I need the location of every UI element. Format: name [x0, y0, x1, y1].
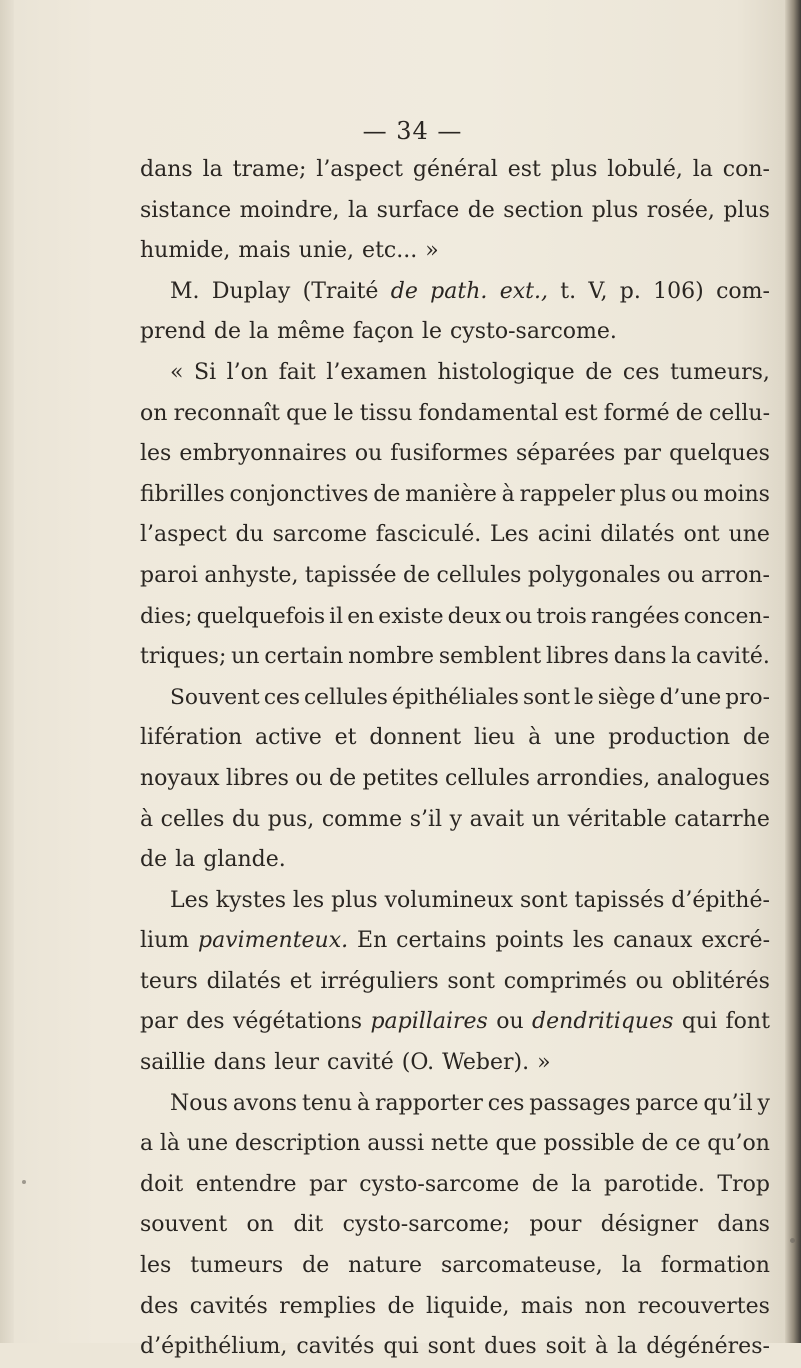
word: général	[412, 157, 498, 182]
word: »	[537, 1050, 551, 1076]
word: plus	[591, 197, 639, 223]
word: lieu	[473, 725, 516, 751]
word: liquide,	[426, 1293, 510, 1319]
word: un	[231, 644, 260, 670]
word: soit	[545, 1334, 587, 1360]
word: cysto-sarcome.	[449, 319, 617, 345]
word: la	[571, 1171, 592, 1197]
word: rangées	[590, 603, 680, 629]
word: description	[234, 1131, 361, 1157]
word: d’épithé-	[671, 887, 770, 913]
word: ou	[354, 441, 383, 467]
word: Souvent	[170, 684, 260, 710]
word: unie,	[298, 238, 355, 264]
word: mais	[520, 1293, 574, 1319]
word: de	[387, 1293, 415, 1319]
word: du	[231, 806, 261, 832]
word: de	[329, 765, 357, 791]
word: qui	[681, 1009, 718, 1035]
word: séparées	[515, 441, 616, 467]
word: paroi	[140, 562, 198, 588]
word: végétations	[232, 1009, 363, 1035]
word: les	[572, 928, 605, 954]
word: un	[531, 806, 561, 832]
word: cellules	[304, 684, 388, 710]
text-line	[140, 678, 770, 719]
word: comprimés	[503, 968, 627, 994]
word: non	[584, 1293, 627, 1319]
word: ou	[635, 968, 664, 994]
text-line	[140, 272, 770, 313]
word: triques;	[140, 644, 227, 670]
word: dégénéres-	[646, 1334, 770, 1360]
word: le	[421, 319, 442, 345]
word: à	[140, 806, 154, 832]
word: anhyste,	[204, 562, 299, 588]
text-line	[140, 434, 770, 475]
word: sont	[519, 887, 568, 913]
word: Duplay	[211, 278, 291, 304]
word: on	[246, 1212, 274, 1238]
word: reconnaît	[173, 400, 280, 426]
word: Nous	[170, 1090, 228, 1116]
word: des	[140, 1293, 179, 1319]
italic-word: pavimenteux.	[197, 928, 349, 954]
text-line	[140, 881, 770, 922]
word: entendre	[195, 1171, 297, 1197]
word: oblitérés	[671, 968, 770, 994]
text-line	[140, 1205, 770, 1246]
word: p.	[619, 278, 641, 304]
word: la	[348, 197, 369, 223]
word: dues	[484, 1334, 537, 1360]
word: active	[255, 725, 322, 751]
text-line	[140, 1002, 770, 1043]
word: polygonales	[527, 562, 661, 588]
word: cysto-sarcome	[359, 1171, 520, 1197]
word: mais	[238, 238, 291, 264]
text-line	[140, 231, 770, 272]
word: avons	[232, 1090, 298, 1116]
word: Les	[490, 522, 529, 548]
word: moindre,	[239, 197, 340, 223]
word: et	[289, 968, 312, 994]
word: siège	[597, 684, 656, 710]
word: volumineux	[384, 887, 514, 913]
word: moins	[703, 481, 770, 507]
word: dans	[213, 1050, 267, 1076]
word: comme	[321, 806, 403, 832]
word: fasciculé.	[375, 522, 482, 548]
word: que	[286, 400, 328, 426]
word: ou	[496, 1009, 524, 1035]
word: 106)	[653, 278, 704, 304]
word: l’aspect	[140, 522, 227, 548]
word: ces	[622, 359, 660, 385]
word: arron-	[700, 562, 770, 588]
text-line	[140, 800, 770, 841]
word: (O.	[401, 1050, 435, 1076]
word: il	[329, 603, 344, 629]
word: plus	[550, 157, 598, 182]
word: d’épithélium,	[140, 1334, 288, 1360]
text-line	[140, 962, 770, 1003]
word: lobulé,	[607, 157, 683, 182]
word: V,	[588, 278, 608, 304]
word: donnent	[369, 725, 462, 751]
word: de	[467, 197, 495, 223]
word: de	[742, 725, 770, 751]
word: tumeurs,	[670, 359, 770, 385]
word: est	[564, 400, 598, 426]
word: une	[186, 1131, 229, 1157]
italic-word: papillaires	[370, 1009, 488, 1035]
word: une	[728, 522, 770, 548]
word: par	[309, 1171, 347, 1197]
text-line	[140, 1084, 770, 1125]
word: passages	[529, 1090, 631, 1116]
word: y	[449, 806, 463, 832]
text-line	[140, 1043, 770, 1084]
word: de	[213, 319, 241, 345]
word: y	[757, 1090, 770, 1116]
word: ont	[683, 522, 720, 548]
word: Les	[170, 887, 209, 913]
word: de	[531, 1171, 559, 1197]
word: de	[140, 847, 168, 873]
text-line	[140, 394, 770, 435]
word: noyaux	[140, 765, 220, 791]
word: à	[595, 1334, 609, 1360]
word: surface	[376, 197, 460, 223]
text-line	[140, 718, 770, 759]
word: pro-	[725, 684, 770, 710]
word: M.	[170, 278, 200, 304]
word: les	[140, 1253, 172, 1279]
word: plus	[331, 887, 378, 913]
word: à	[357, 1090, 371, 1116]
text-line	[140, 312, 770, 353]
word: sarcome	[272, 522, 367, 548]
word: cellules	[436, 562, 522, 588]
word: com-	[716, 278, 770, 304]
word: les	[292, 887, 325, 913]
word: cellu-	[708, 400, 770, 426]
word: épithéliales	[391, 684, 519, 710]
word: nombre	[348, 644, 435, 670]
word: dilatés	[600, 522, 675, 548]
word: excré-	[701, 928, 770, 954]
word: ces	[487, 1090, 525, 1116]
word: t.	[560, 278, 577, 304]
word: ou	[504, 603, 533, 629]
word: quelquefois	[196, 603, 326, 629]
word: plus	[619, 481, 667, 507]
word: font	[725, 1009, 770, 1035]
word: la	[621, 1253, 642, 1279]
word: parce	[635, 1090, 699, 1116]
word: Weber).	[442, 1050, 530, 1076]
body-text	[140, 150, 770, 1368]
word: embryonnaires	[179, 441, 347, 467]
word: dit	[293, 1212, 324, 1238]
word: la	[202, 157, 223, 182]
word: cavité	[327, 1050, 394, 1076]
text-line	[140, 1327, 770, 1368]
word: existe	[378, 603, 444, 629]
word: Si	[194, 359, 217, 385]
word: qu’on	[707, 1131, 770, 1157]
italic-word: dendritiques	[532, 1009, 674, 1035]
word: de	[373, 481, 401, 507]
word: fait	[278, 359, 316, 385]
word: manière	[405, 481, 497, 507]
ink-speck	[22, 1180, 26, 1184]
word: kystes	[215, 887, 286, 913]
word: En	[357, 928, 388, 954]
word: qui	[383, 1334, 419, 1360]
word: petites	[362, 765, 439, 791]
text-line	[140, 556, 770, 597]
word: cavités	[296, 1334, 375, 1360]
word: façon	[352, 319, 414, 345]
word: à	[528, 725, 542, 751]
word: dans	[140, 157, 193, 182]
ink-speck	[790, 1238, 795, 1243]
word: lifération	[140, 725, 243, 751]
word: une	[554, 725, 596, 751]
word: canaux	[613, 928, 693, 954]
page-binding-shadow	[785, 0, 801, 1343]
word: le	[333, 400, 354, 426]
word: con-	[722, 157, 770, 182]
word: tapissés	[574, 887, 665, 913]
word: nature	[348, 1253, 422, 1279]
word: irréguliers	[320, 968, 439, 994]
word: à	[501, 481, 515, 507]
word: tumeurs	[190, 1253, 284, 1279]
word: là	[159, 1131, 181, 1157]
word: la	[692, 157, 713, 182]
word: tissu	[359, 400, 413, 426]
text-line	[140, 759, 770, 800]
word: sont	[522, 684, 570, 710]
word: dans	[613, 644, 667, 670]
word: la	[617, 1334, 638, 1360]
word: en	[347, 603, 375, 629]
word: de	[302, 1253, 330, 1279]
word: les	[140, 441, 172, 467]
text-line	[140, 475, 770, 516]
word: production	[608, 725, 730, 751]
word: plus	[723, 197, 770, 223]
word: cavité.	[696, 644, 770, 670]
word: la	[248, 319, 270, 345]
word: celles	[160, 806, 225, 832]
word: pour	[529, 1212, 582, 1238]
word: analogues	[656, 765, 770, 791]
word: que	[495, 1131, 537, 1157]
word: l’examen	[326, 359, 427, 385]
text-line	[140, 921, 770, 962]
word: ou	[667, 562, 695, 588]
word: teurs	[140, 968, 198, 994]
word: on	[140, 400, 168, 426]
word: cavités	[189, 1293, 268, 1319]
word: rappeler	[519, 481, 615, 507]
word: parotide.	[603, 1171, 705, 1197]
word: fondamental	[418, 400, 559, 426]
word: sistance	[140, 197, 232, 223]
word: concen-	[683, 603, 770, 629]
word: certain	[264, 644, 344, 670]
word: certains	[396, 928, 487, 954]
word: a	[140, 1131, 154, 1157]
word: prend	[140, 319, 206, 345]
word: cysto-sarcome;	[342, 1212, 510, 1238]
page-left-margin-shadow	[0, 0, 14, 1343]
text-line	[140, 637, 770, 678]
text-line	[140, 353, 770, 394]
text-line	[140, 515, 770, 556]
word: véritable	[567, 806, 667, 832]
word: section	[503, 197, 584, 223]
word: pus,	[267, 806, 315, 832]
italic-word: path.	[430, 278, 488, 304]
word: par	[623, 441, 662, 467]
word: libres	[225, 765, 289, 791]
word: points	[495, 928, 564, 954]
word: sont	[427, 1334, 476, 1360]
word: saillie	[140, 1050, 206, 1076]
word: rosée,	[646, 197, 715, 223]
word: quelques	[669, 441, 770, 467]
word: (Traité	[302, 278, 379, 304]
word: l’aspect	[316, 157, 403, 182]
word: dans	[717, 1212, 770, 1238]
word: formation	[660, 1253, 770, 1279]
text-line	[140, 150, 770, 191]
word: de	[585, 359, 613, 385]
word: »	[425, 238, 439, 264]
word: possible	[543, 1131, 635, 1157]
word: aussi	[367, 1131, 425, 1157]
word: fibrilles	[140, 481, 225, 507]
word: qu’il	[703, 1090, 753, 1116]
word: est	[507, 157, 541, 182]
word: cellules	[445, 765, 530, 791]
word: même	[277, 319, 345, 345]
word: et	[334, 725, 357, 751]
word: rapporter	[374, 1090, 483, 1116]
word: sont	[447, 968, 495, 994]
text-line	[140, 597, 770, 638]
text-line	[140, 1246, 770, 1287]
word: doit	[140, 1171, 184, 1197]
word: arrondies,	[536, 765, 651, 791]
text-line	[140, 1287, 770, 1328]
word: fusiformes	[390, 441, 508, 467]
word: trois	[536, 603, 587, 629]
word: ou	[671, 481, 699, 507]
text-line	[140, 191, 770, 232]
word: l’on	[226, 359, 269, 385]
italic-word: ext.,	[499, 278, 548, 304]
word: humide,	[140, 238, 231, 264]
word: Trop	[717, 1171, 770, 1197]
word: histologique	[437, 359, 575, 385]
word: ce	[675, 1131, 701, 1157]
word: la	[671, 644, 692, 670]
word: souvent	[140, 1212, 228, 1238]
word: dilatés	[206, 968, 282, 994]
word: leur	[274, 1050, 319, 1076]
word: conjonctives	[229, 481, 369, 507]
text-line	[140, 1165, 770, 1206]
text-line	[140, 1124, 770, 1165]
word: la	[175, 847, 196, 873]
word: le	[573, 684, 594, 710]
word: ou	[295, 765, 323, 791]
word: nette	[430, 1131, 489, 1157]
word: dies;	[140, 603, 193, 629]
word: tapissée	[304, 562, 397, 588]
word: sarcomateuse,	[440, 1253, 603, 1279]
word: recouvertes	[637, 1293, 770, 1319]
word: deux	[447, 603, 501, 629]
text-line	[140, 840, 770, 881]
word: ces	[263, 684, 300, 710]
word: de	[675, 400, 703, 426]
word: de	[403, 562, 431, 588]
word: semblent	[438, 644, 542, 670]
word: du	[235, 522, 264, 548]
page-number: — 34 —	[362, 117, 463, 145]
word: d’une	[659, 684, 722, 710]
word: avait	[469, 806, 525, 832]
word: désigner	[600, 1212, 698, 1238]
word: des	[186, 1009, 225, 1035]
word: acini	[537, 522, 592, 548]
word: remplies	[279, 1293, 377, 1319]
italic-word: de	[390, 278, 418, 304]
word: formé	[603, 400, 670, 426]
word: «	[170, 359, 184, 385]
word: par	[140, 1009, 178, 1035]
word: catarrhe	[674, 806, 770, 832]
word: tenu	[301, 1090, 353, 1116]
word: glande.	[203, 847, 286, 873]
word: libres	[545, 644, 609, 670]
word: s’il	[409, 806, 443, 832]
word: etc...	[362, 238, 418, 264]
word: lium	[140, 928, 190, 954]
word: de	[641, 1131, 669, 1157]
word: trame;	[232, 157, 307, 182]
